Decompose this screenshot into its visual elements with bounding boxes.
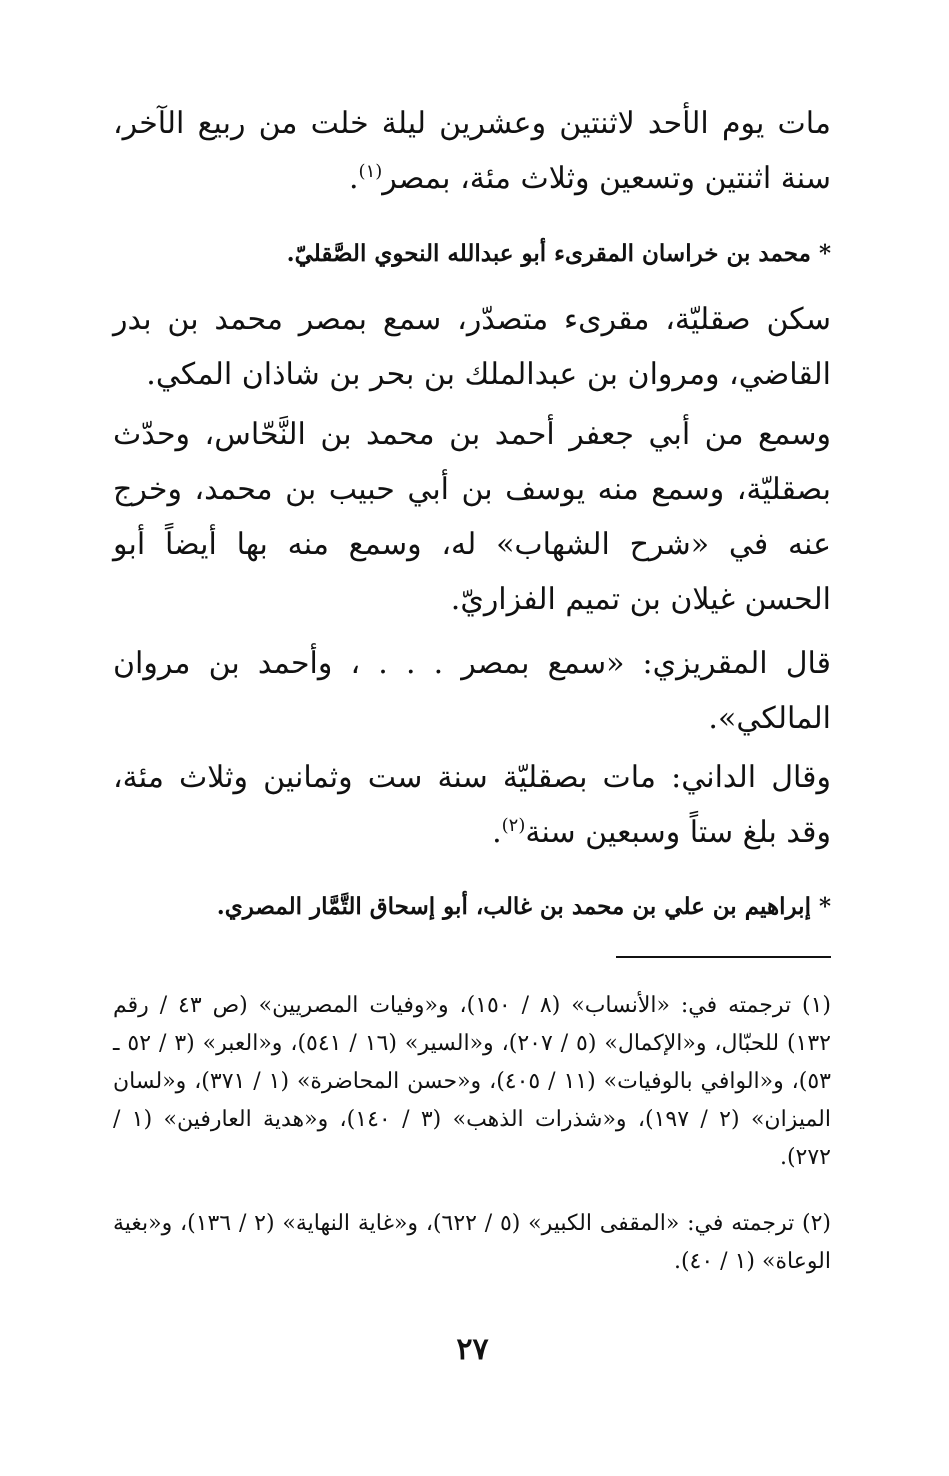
- footnote-1: (١) ترجمته في: «الأنساب» (٨ / ١٥٠)، و«وفيات المصريين» (ص ٤٣ / رقم ١٣٢) للحبّال، و«الإكمال» (٥ / ٢٠٧)، و«السير» (١٦ / ٥٤١)، و«العبر» (٣ / ٥٢ ـ ٥٣)، و«الوافي بالوفيات» (١١ / ٤٠٥)، و«حسن المحاضرة» (١ / ٣٧١)، و«لسان الميزان» (٢ / ١٩٧)، و«شذرات الذهب» (٣ / ١٤٠)، و«هدية العارفين» (١ / ٢٧٢).: [113, 993, 831, 1170]
- biography-heading-1: * محمد بن خراسان المقرىء أبو عبدالله النحوي الصَّقليّ.: [286, 240, 831, 267]
- paragraph-dani-quote-text: وقال الداني: مات بصقليّة سنة ست وثمانين وثلاث مئة، وقد بلغ ستاً وسبعين سنة: [113, 760, 831, 850]
- paragraph-death-date-text: مات يوم الأحد لاثنتين وعشرين ليلة خلت من ربيع الآخر، سنة اثنتين وتسعين وثلاث مئة، بمصر: [113, 106, 831, 196]
- paragraph-death-date: [113, 96, 831, 206]
- paragraph-dani-quote-end: .: [492, 815, 502, 850]
- footnote-2: (٢) ترجمته في: «المقفى الكبير» (٥ / ٦٢٢)، و«غاية النهاية» (٢ / ١٣٦)، و«بغية الوعاة» (١ / ٤٠).: [113, 1211, 831, 1274]
- paragraph-teachers-students: وسمع من أبي جعفر أحمد بن محمد بن النَّحّاس، وحدّث بصقليّة، وسمع منه يوسف بن أبي حبيب بن محمد، وخرج عنه في «شرح الشهاب» له، وسمع منه بها أيضاً أبو الحسن غيلان بن تميم الفزاريّ.: [113, 417, 831, 617]
- biography-heading-2: * إبراهيم بن علي بن محمد بن غالب، أبو إسحاق التَّمَّار المصري.: [216, 893, 831, 920]
- paragraph-dani-quote: [113, 750, 831, 860]
- footnote-marker-2: (٢): [501, 815, 526, 836]
- footnote-marker-1: (١): [358, 161, 383, 182]
- paragraph-death-date-end: .: [348, 161, 359, 196]
- paragraph-residence: سكن صقليّة، مقرىء متصدّر، سمع بمصر محمد بن بدر القاضي، ومروان بن عبدالملك بن بحر بن شاذان المكي.: [113, 302, 831, 392]
- page-number: ٢٧: [456, 1332, 489, 1367]
- paragraph-maqrizi-quote: قال المقريزي: «سمع بمصر . . . ، وأحمد بن مروان المالكي».: [113, 646, 831, 736]
- footnote-separator: [616, 956, 831, 958]
